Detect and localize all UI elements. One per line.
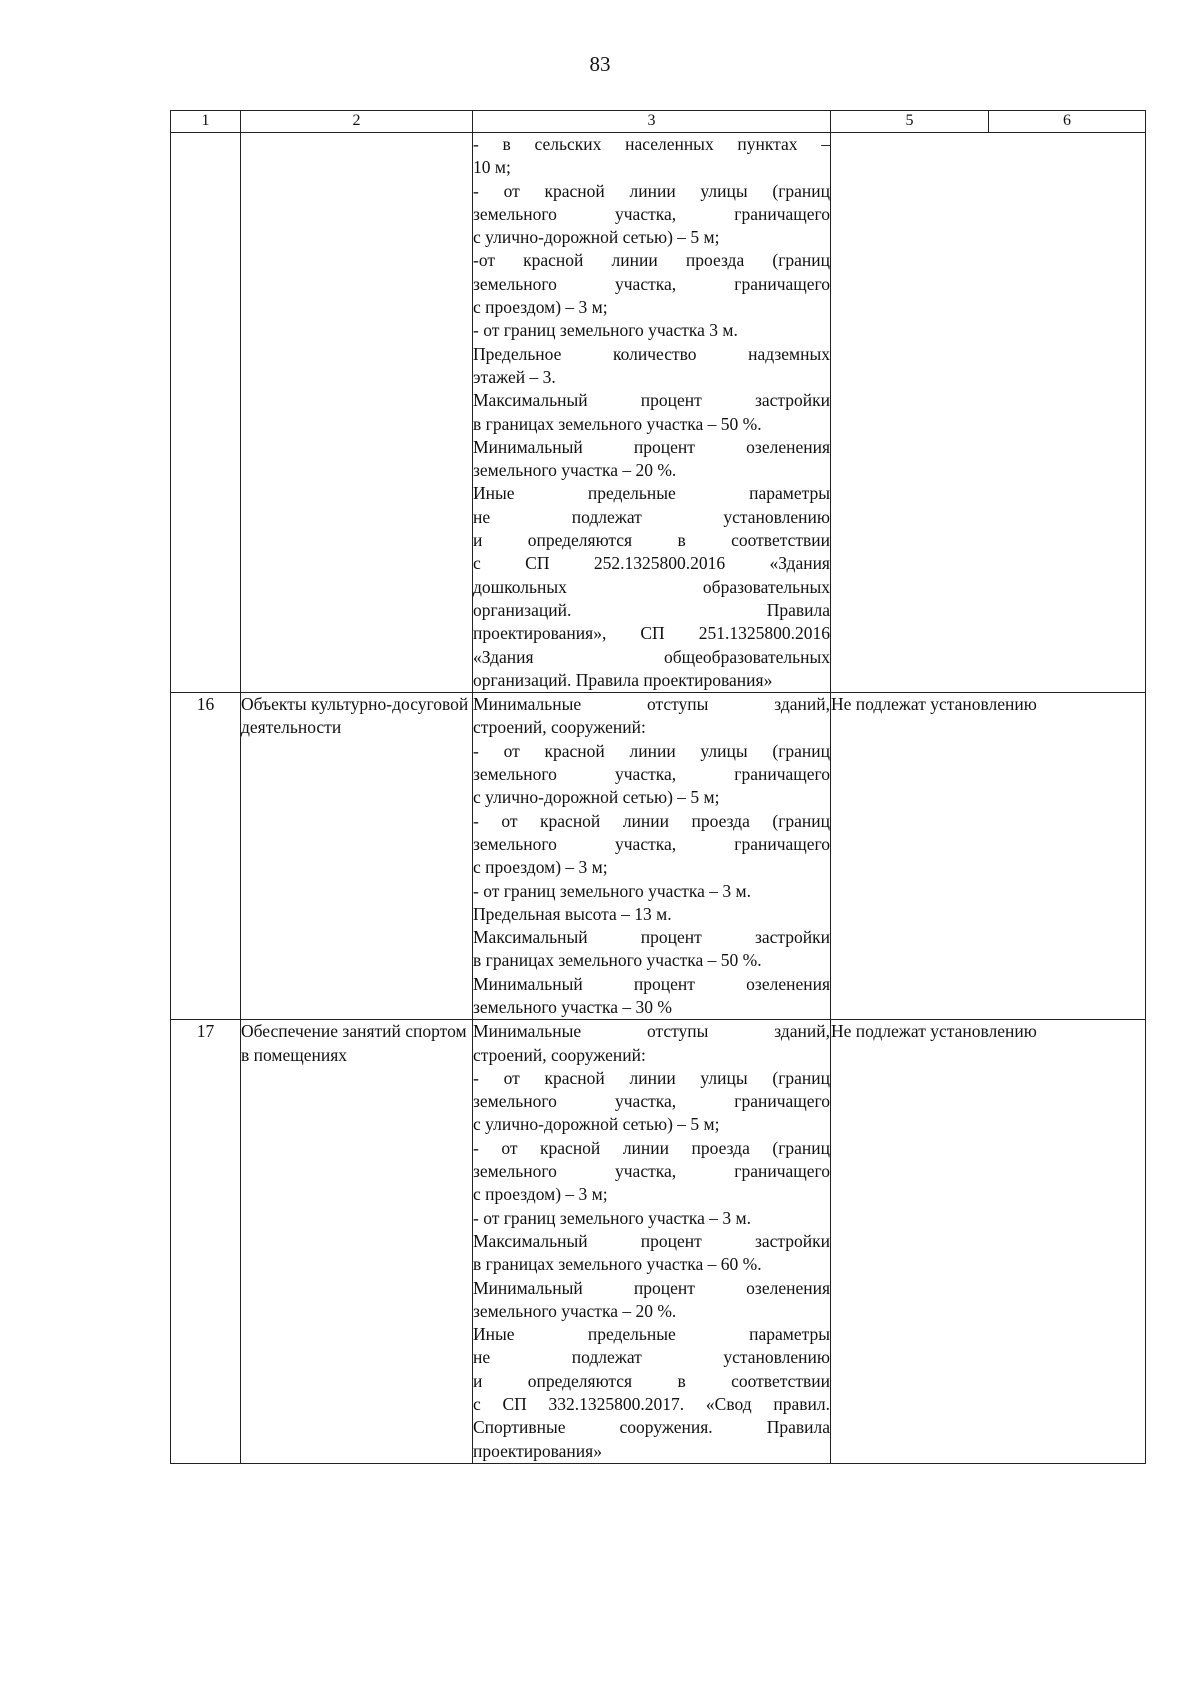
parameter-line: Минимальный процент озеленения (473, 436, 830, 457)
parameters-cell (473, 1020, 831, 1464)
use-type-name: Обеспечение занятий спортом в помещениях (241, 1020, 473, 1464)
parameters-cell (473, 693, 831, 1020)
parameter-line: с проездом) – 3 м; (473, 1184, 608, 1205)
column-header-2: 2 (241, 111, 473, 133)
parameter-line: с улично-дорожной сетью) – 5 м; (473, 1114, 720, 1135)
parameter-line: с проездом) – 3 м; (473, 297, 608, 318)
regulations-table (170, 110, 1146, 1464)
parameter-line: - в сельских населенных пунктах – (473, 134, 830, 154)
table-row (171, 1020, 1146, 1464)
parameter-line: Предельная высота – 13 м. (473, 903, 672, 924)
parameter-line: дошкольных образовательных (473, 576, 830, 597)
column-header-6: 6 (989, 111, 1146, 133)
parameter-line: с улично-дорожной сетью) – 5 м; (473, 787, 720, 808)
page-number: 83 (589, 52, 611, 76)
parameter-line: Минимальный процент озеленения (473, 973, 830, 994)
parameter-line: с проездом) – 3 м; (473, 857, 608, 878)
parameter-line: Минимальные отступы зданий, (473, 694, 830, 715)
parameter-line: Минимальные отступы зданий, (473, 1021, 830, 1042)
parameter-line: строений, сооружений: (473, 1044, 646, 1065)
parameters-cell (473, 133, 831, 693)
parameter-line: проектирования», СП 251.1325800.2016 (473, 623, 830, 644)
parameter-line: этажей – 3. (473, 366, 556, 387)
parameter-line: земельного участка, граничащего (473, 833, 830, 854)
parameter-line: земельного участка, граничащего (473, 273, 830, 294)
row-number: 17 (171, 1020, 241, 1464)
parameter-line: не подлежат установлению (473, 1347, 830, 1368)
parameter-line: - от красной линии проезда (границ (473, 1137, 830, 1158)
parameter-line: земельного участка, граничащего (473, 764, 830, 785)
parameter-line: не подлежат установлению (473, 506, 830, 527)
parameter-line: с СП 252.1325800.2016 «Здания (473, 553, 830, 574)
restrictions-cell (831, 133, 1146, 693)
parameter-line: земельного участка, граничащего (473, 1161, 830, 1182)
parameter-line: и определяются в соответствии (473, 530, 830, 551)
column-header-1: 1 (171, 111, 241, 133)
parameter-line: Максимальный процент застройки (473, 390, 830, 411)
parameter-line: организаций. Правила (473, 599, 830, 620)
parameter-line: Спортивные сооружения. Правила (473, 1417, 830, 1438)
table-row (171, 133, 1146, 693)
parameter-line: - от красной линии проезда (границ (473, 810, 830, 831)
use-type-name (241, 133, 473, 693)
restrictions-cell: Не подлежат установлению (831, 693, 1146, 1020)
parameter-line: земельного участка – 30 % (473, 996, 672, 1017)
column-header-3: 3 (473, 111, 831, 133)
row-number (171, 133, 241, 693)
parameter-line: 10 м; (473, 157, 511, 178)
parameter-line: Максимальный процент застройки (473, 927, 830, 948)
table-header-row (171, 111, 1146, 133)
parameter-line: с улично-дорожной сетью) – 5 м; (473, 227, 720, 248)
parameter-line: Максимальный процент застройки (473, 1230, 830, 1251)
parameter-line: в границах земельного участка – 50 %. (473, 950, 762, 971)
restrictions-cell: Не подлежат установлению (831, 1020, 1146, 1464)
parameter-line: - от границ земельного участка – 3 м. (473, 1207, 751, 1228)
parameter-line: земельного участка – 20 %. (473, 1300, 677, 1321)
parameter-line: земельного участка, граничащего (473, 203, 830, 224)
parameter-line: земельного участка, граничащего (473, 1091, 830, 1112)
parameter-line: Иные предельные параметры (473, 483, 830, 504)
parameter-line: Минимальный процент озеленения (473, 1277, 830, 1298)
parameter-line: - от красной линии улицы (границ (473, 740, 830, 761)
row-number: 16 (171, 693, 241, 1020)
parameter-line: в границах земельного участка – 60 %. (473, 1254, 762, 1275)
column-header-5: 5 (831, 111, 989, 133)
parameter-line: и определяются в соответствии (473, 1370, 830, 1391)
parameter-line: земельного участка – 20 %. (473, 460, 677, 481)
parameter-line: «Здания общеобразовательных (473, 646, 830, 667)
parameter-line: -от красной линии проезда (границ (473, 250, 830, 271)
use-type-name: Объекты культурно-досуговой деятельности (241, 693, 473, 1020)
parameter-line: строений, сооружений: (473, 717, 646, 738)
parameter-line: организаций. Правила проектирования» (473, 669, 773, 690)
parameter-line: - от красной линии улицы (границ (473, 1067, 830, 1088)
parameter-line: - от красной линии улицы (границ (473, 180, 830, 201)
parameter-line: - от границ земельного участка – 3 м. (473, 880, 751, 901)
parameter-line: в границах земельного участка – 50 %. (473, 413, 762, 434)
parameter-line: Предельное количество надземных (473, 343, 830, 364)
table-row (171, 693, 1146, 1020)
parameter-line: Иные предельные параметры (473, 1324, 830, 1345)
parameter-line: с СП 332.1325800.2017. «Свод правил. (473, 1394, 830, 1415)
parameter-line: проектирования» (473, 1440, 602, 1461)
parameter-line: - от границ земельного участка 3 м. (473, 320, 738, 341)
